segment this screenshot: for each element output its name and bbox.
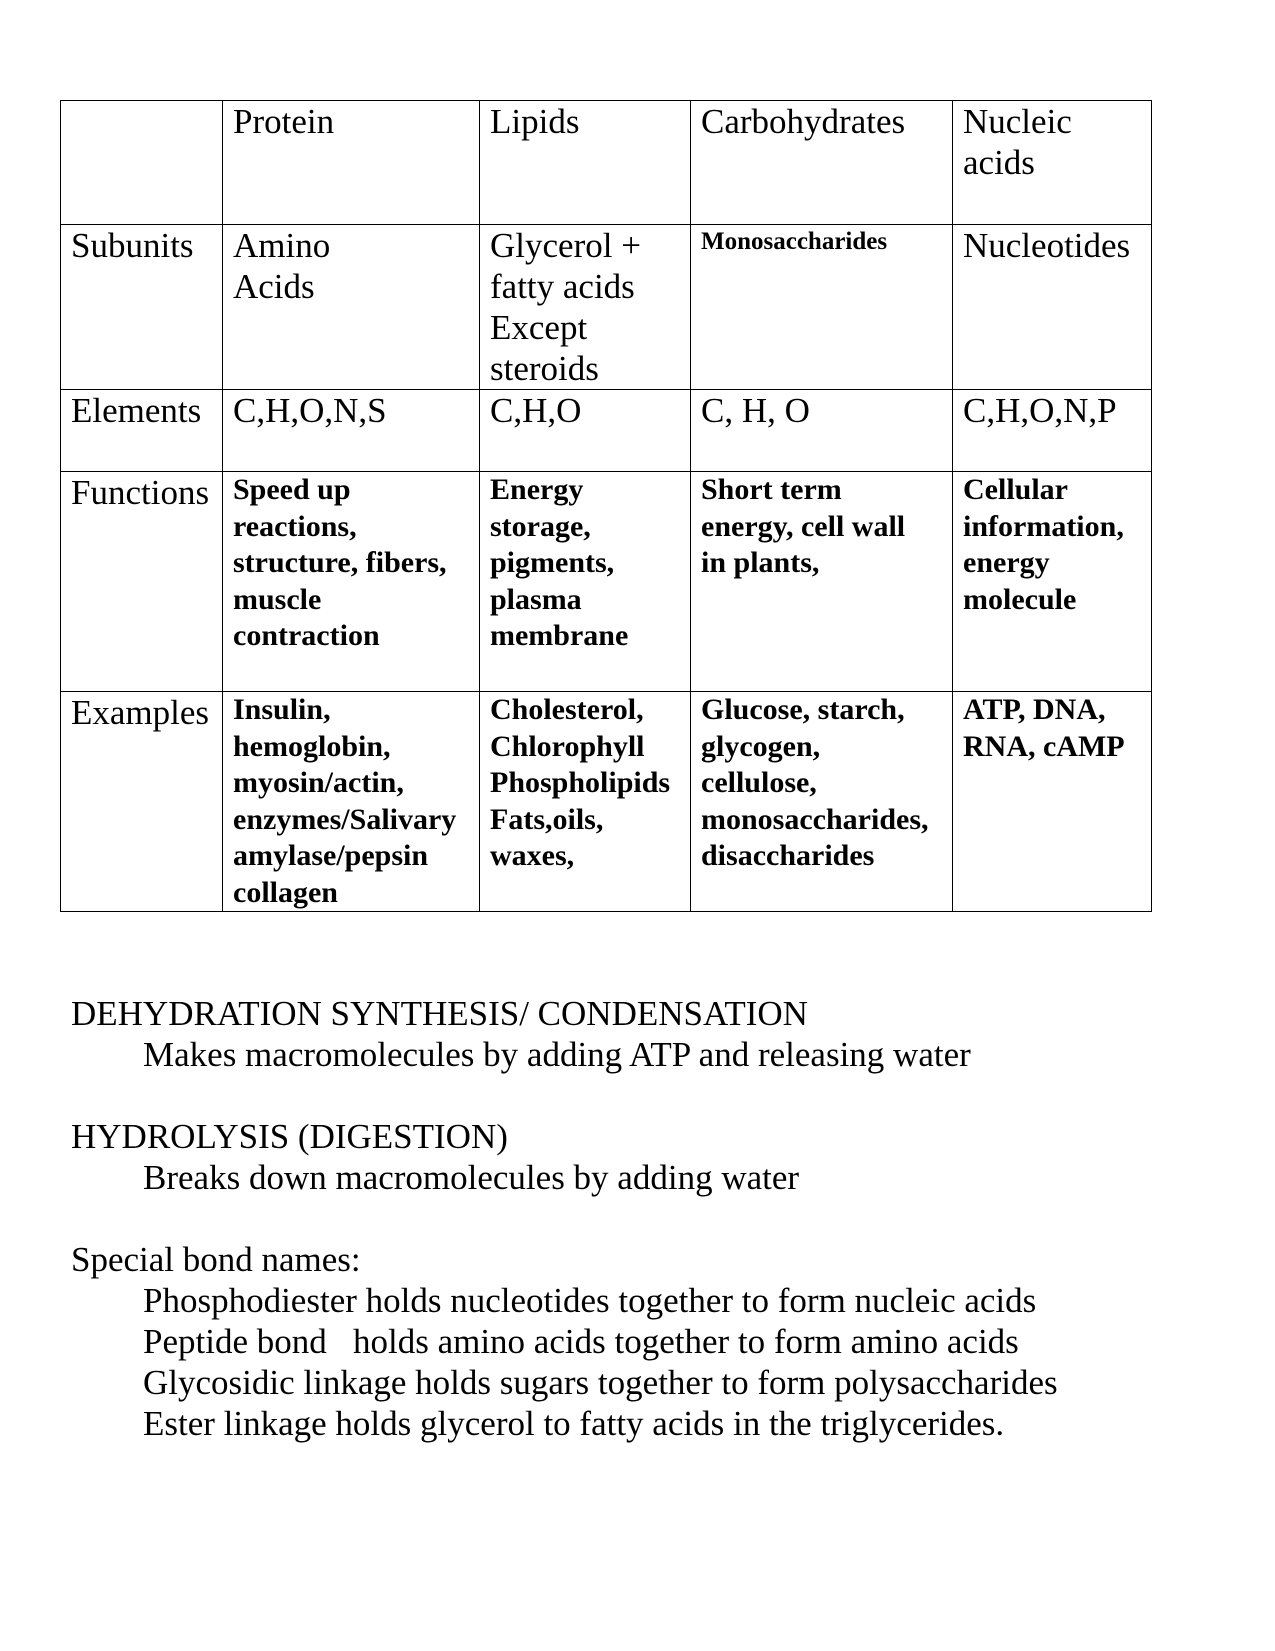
cell-elements-protein: C,H,O,N,S xyxy=(223,390,480,472)
hydrolysis-text: Breaks down macromolecules by adding water xyxy=(143,1158,800,1197)
table-header-row xyxy=(61,101,1152,225)
row-label-elements: Elements xyxy=(61,390,223,472)
cell-subunits-nucleic-acids: Nucleotides xyxy=(953,225,1152,390)
macromolecule-table xyxy=(60,100,1152,912)
hydrolysis-section xyxy=(71,1116,799,1198)
bonds-section xyxy=(71,1239,1058,1444)
row-label-functions: Functions xyxy=(61,472,223,692)
header-carbohydrates: Carbohydrates xyxy=(691,101,953,225)
hydrolysis-heading: HYDROLYSIS (DIGESTION) xyxy=(71,1117,508,1156)
cell-examples-lipids: Cholesterol, Chlorophyll Phospholipids Fats,oils, waxes, xyxy=(480,692,691,912)
bond-glycosidic: Glycosidic linkage holds sugars together to form polysaccharides xyxy=(143,1363,1058,1402)
row-label-examples: Examples xyxy=(61,692,223,912)
cell-examples-carbohydrates: Glucose, starch, glycogen, cellulose, monosaccharides, disaccharides xyxy=(691,692,953,912)
cell-functions-lipids: Energy storage, pigments, plasma membrane xyxy=(480,472,691,692)
cell-subunits-carbohydrates: Monosaccharides xyxy=(691,225,953,390)
row-label-subunits: Subunits xyxy=(61,225,223,390)
cell-functions-nucleic-acids: Cellular information, energy molecule xyxy=(953,472,1152,692)
dehydration-section xyxy=(71,993,971,1075)
table-row-examples xyxy=(61,692,1152,912)
bond-phosphodiester: Phosphodiester holds nucleotides together to form nucleic acids xyxy=(143,1281,1037,1320)
cell-elements-nucleic-acids: C,H,O,N,P xyxy=(953,390,1152,472)
bond-peptide: Peptide bond holds amino acids together to form amino acids xyxy=(143,1322,1019,1361)
header-lipids: Lipids xyxy=(480,101,691,225)
bond-ester: Ester linkage holds glycerol to fatty acids in the triglycerides. xyxy=(143,1404,1005,1443)
cell-elements-lipids: C,H,O xyxy=(480,390,691,472)
cell-functions-protein: Speed up reactions, structure, fibers, muscle contraction xyxy=(223,472,480,692)
cell-functions-carbohydrates: Short term energy, cell wall in plants, xyxy=(691,472,953,692)
cell-elements-carbohydrates: C, H, O xyxy=(691,390,953,472)
header-protein: Protein xyxy=(223,101,480,225)
cell-subunits-protein: Amino Acids xyxy=(223,225,480,390)
dehydration-text: Makes macromolecules by adding ATP and releasing water xyxy=(143,1035,971,1074)
cell-subunits-lipids: Glycerol + fatty acids Except steroids xyxy=(480,225,691,390)
header-nucleic-acids: Nucleic acids xyxy=(953,101,1152,225)
cell-examples-protein: Insulin, hemoglobin, myosin/actin, enzymes/Salivary amylase/pepsin collagen xyxy=(223,692,480,912)
cell-examples-nucleic-acids: ATP, DNA, RNA, cAMP xyxy=(953,692,1152,912)
table-row-subunits xyxy=(61,225,1152,390)
dehydration-heading: DEHYDRATION SYNTHESIS/ CONDENSATION xyxy=(71,994,808,1033)
table-row-elements xyxy=(61,390,1152,472)
header-empty-cell xyxy=(61,101,223,225)
table-row-functions xyxy=(61,472,1152,692)
bonds-heading: Special bond names: xyxy=(71,1240,361,1279)
